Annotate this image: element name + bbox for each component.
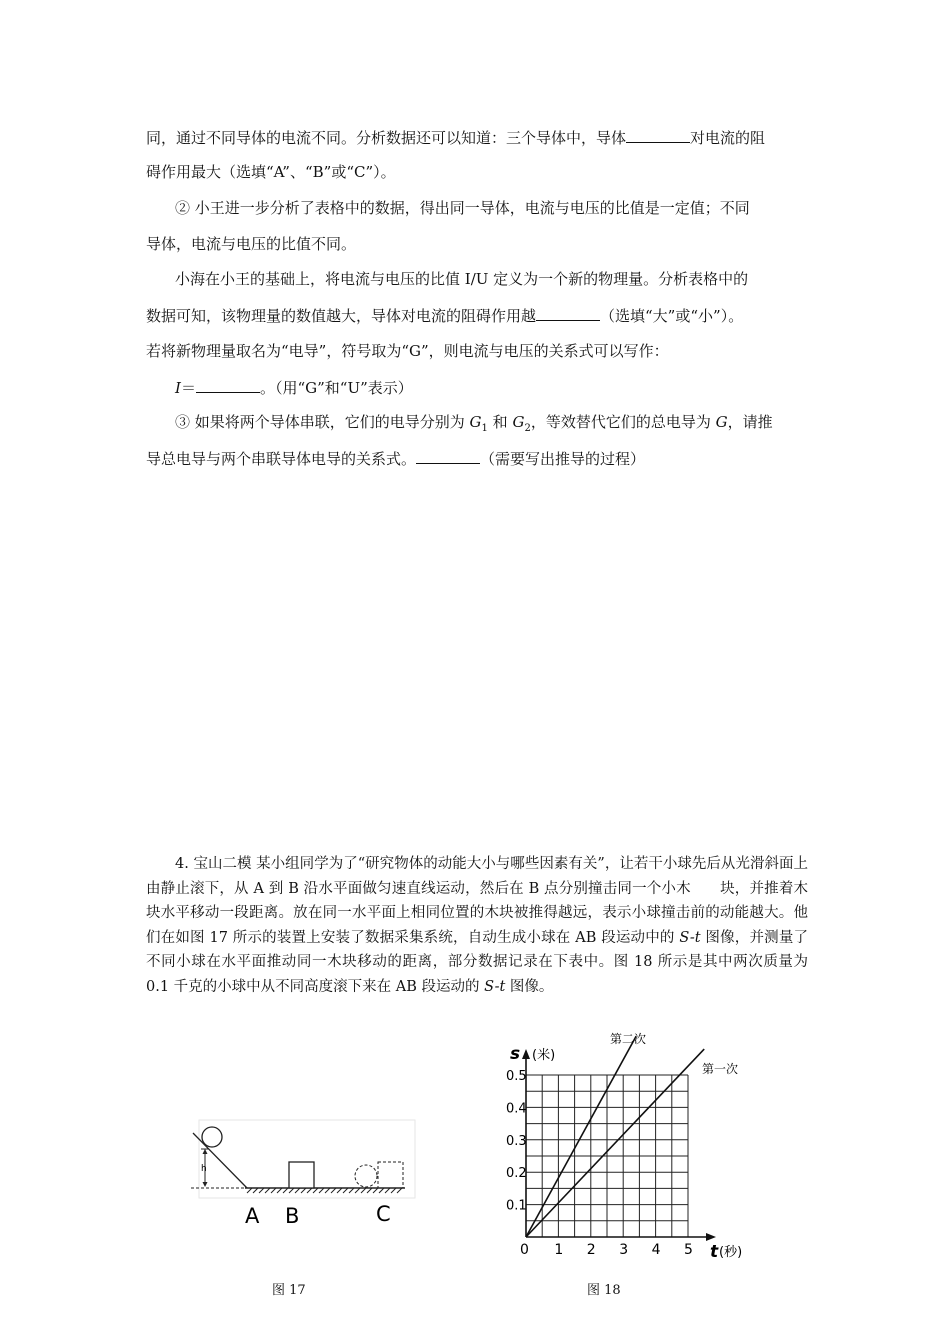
paragraph-line: 数据可知，该物理量的数值越大，导体对电流的阻碍作用越 （选填“大”或“小”）。 [146,307,744,325]
figure-17-diagram [185,1115,425,1230]
y-tick-label: 0.4 [506,1101,527,1117]
x-axis-label-unit: (秒) [719,1245,743,1260]
x-tick-label: 3 [619,1242,629,1258]
label-A: A [245,1204,260,1228]
wood-block-ghost [378,1162,403,1188]
series-label: 第一次 [702,1062,739,1076]
wood-block [289,1162,314,1188]
series-line [526,1049,704,1237]
y-axis-arrow [522,1049,530,1059]
answer-blank[interactable] [536,305,600,321]
paragraph-line: ② 小王进一步分析了表格中的数据，得出同一导体，电流与电压的比值是一定值；不同 [175,199,750,217]
ball-ghost [355,1165,377,1187]
figure-18-chart [490,1025,760,1265]
x-tick-label: 4 [651,1242,661,1258]
height-label: h [201,1164,207,1174]
figure-18-caption: 图 18 [587,1283,621,1298]
y-axis-label-symbol: s [510,1044,521,1064]
x-axis-arrow [706,1233,716,1241]
x-tick-label: 5 [684,1242,693,1258]
paragraph-line: 小海在小王的基础上，将电流与电压的比值 I/U 定义为一个新的物理量。分析表格中的 [175,270,749,288]
paragraph-line: 导体，电流与电压的比值不同。 [146,235,357,253]
y-tick-label: 0.2 [506,1166,527,1182]
paragraph-line: ③ 如果将两个导体串联，它们的电导分别为 $G_1$ 和 $G_2$，等效替代它们的总电导为 G，请推 [175,413,773,434]
label-C: C [376,1202,391,1226]
ball [202,1127,222,1147]
paragraph-line: 导总电导与两个串联导体电导的关系式。 （需要写出推导的过程） [146,450,646,468]
formula-line: I＝ 。（用“G”和“U”表示） [175,379,413,397]
figure-17-caption: 图 17 [272,1283,306,1298]
label-B: B [285,1204,300,1228]
question-4-text: 4. 宝山二模 某小组同学为了“研究物体的动能大小与哪些因素有关”，让若干小球先后从光滑斜面上由静止滚下，从 A 到 B 沿水平面做匀速直线运动，然后在 B 点分别撞击同一个小木 块，并推着木块水平移动一段距离。放在同一水平面上相同位置的木块被推得越远，表示小球撞击前的动能越大。他们在如图 17 所示的装置上安装了数据采集系统，自动生成小球在 AB 段运动中的 S-t 图像，并测量了不同小球在水平面推动同一木块移动的距离，部分数据记录在下表中。图 18 所示是其中两次质量为 0.1 千克的小球中从不同高度滚下来在 AB 段运动的 S-t 图像。 [146,856,809,995]
answer-blank[interactable] [196,377,260,393]
answer-blank[interactable] [626,127,690,143]
answer-blank[interactable] [416,448,480,464]
y-tick-label: 0.3 [506,1133,527,1149]
x-tick-label: 2 [586,1242,596,1258]
series-label: 第二次 [610,1032,647,1046]
paragraph-line: 同，通过不同导体的电流不同。分析数据还可以知道：三个导体中，导体 对电流的阻 [146,129,766,147]
paragraph-line: 若将新物理量取名为“电导”，符号取为“G”，则电流与电压的关系式可以写作： [146,342,669,360]
x-axis-label-symbol: t [710,1242,719,1262]
y-tick-label: 0.5 [506,1069,527,1084]
x-tick-label: 0 [520,1242,529,1258]
y-tick-label: 0.1 [506,1198,527,1214]
paragraph-line: 碍作用最大（选填“A”、“B”或“C”）。 [146,163,396,181]
x-tick-label: 1 [554,1242,564,1258]
y-axis-label-unit: (米) [532,1048,556,1063]
